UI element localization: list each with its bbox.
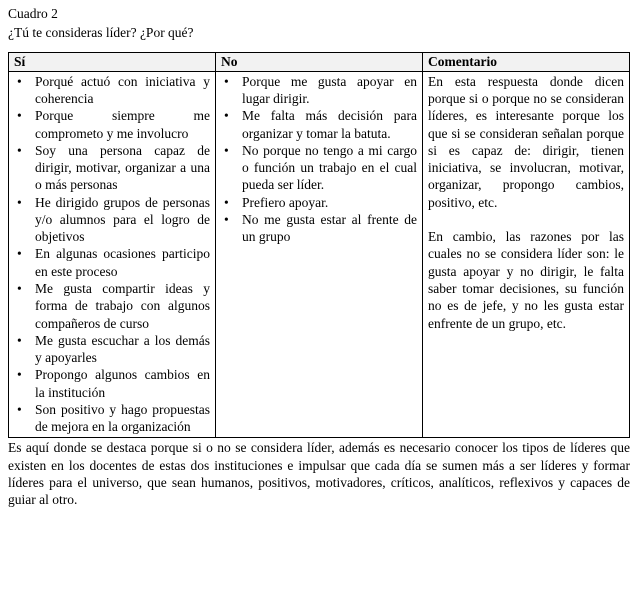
bullet-item: • Soy una persona capaz de dirigir, motivar, organizar a una o más personas bbox=[14, 142, 210, 194]
bullet-item: • Porque siempre me comprometo y me involucro bbox=[14, 107, 210, 142]
bullet-item: • Porqué actuó con iniciativa y coherencia bbox=[14, 73, 210, 108]
si-column-cell bbox=[9, 71, 216, 438]
bullet-item: • Son positivo y hago propuestas de mejora en la organización bbox=[14, 401, 210, 436]
bullet-item: • Propongo algunos cambios en la institución bbox=[14, 366, 210, 401]
comment-paragraph: En esta respuesta donde dicen porque si o porque no se consideran líderes, es interesante porque los que si se consideran señalan porque si es capaz de: dirigir, tienen iniciativa, se involucran, motivar, organizar, propongo cambios, positivo, etc. bbox=[428, 73, 624, 210]
no-column-cell bbox=[216, 71, 423, 438]
comentario-paragraphs bbox=[428, 73, 624, 332]
bullet-item: • Me gusta compartir ideas y forma de trabajo con algunos compañeros de curso bbox=[14, 280, 210, 332]
bullet-item: • En algunas ocasiones participo en este proceso bbox=[14, 245, 210, 280]
comentario-column-cell bbox=[423, 71, 630, 438]
bullet-item: • No porque no tengo a mi cargo o función un trabajo en el cual pueda ser líder. bbox=[221, 142, 417, 194]
column-header-comentario: Comentario bbox=[423, 52, 630, 71]
column-header-si: Sí bbox=[9, 52, 216, 71]
no-bullet-list bbox=[221, 73, 417, 246]
question-text: ¿Tú te consideras líder? ¿Por qué? bbox=[8, 25, 194, 41]
bullet-item: • No me gusta estar al frente de un grupo bbox=[221, 211, 417, 246]
si-bullet-list bbox=[14, 73, 210, 436]
bullet-item: • Prefiero apoyar. bbox=[221, 194, 417, 211]
comment-paragraph: En cambio, las razones por las cuales no se considera líder son: le gusta apoyar y no dirigir, le falta saber tomar decisiones, su función no es de jefe, y no les gusta estar enfrente de un grupo, etc. bbox=[428, 229, 624, 331]
table-body-row bbox=[9, 71, 630, 438]
table-caption: Cuadro 2 bbox=[8, 6, 58, 21]
bullet-item: • Me falta más decisión para organizar y tomar la batuta. bbox=[221, 107, 417, 142]
leader-responses-table bbox=[8, 52, 630, 439]
bullet-item: • Me gusta escuchar a los demás y apoyarles bbox=[14, 332, 210, 367]
closing-paragraph: Es aquí donde se destaca porque si o no se considera líder, además es necesario conocer los tipos de líderes que existen en los docentes de estas dos instituciones e impulsar que cada día se sumen más a ser líderes y formar líderes para el universo, que sean humanos, positivos, motivadores, críticos, analíticos, reflexivos y capaces de guiar al otro. bbox=[8, 440, 630, 508]
bullet-item: • He dirigido grupos de personas y/o alumnos para el logro de objetivos bbox=[14, 194, 210, 246]
bullet-item: • Porque me gusta apoyar en lugar dirigir. bbox=[221, 73, 417, 108]
table-header-row bbox=[9, 52, 630, 71]
column-header-no: No bbox=[216, 52, 423, 71]
